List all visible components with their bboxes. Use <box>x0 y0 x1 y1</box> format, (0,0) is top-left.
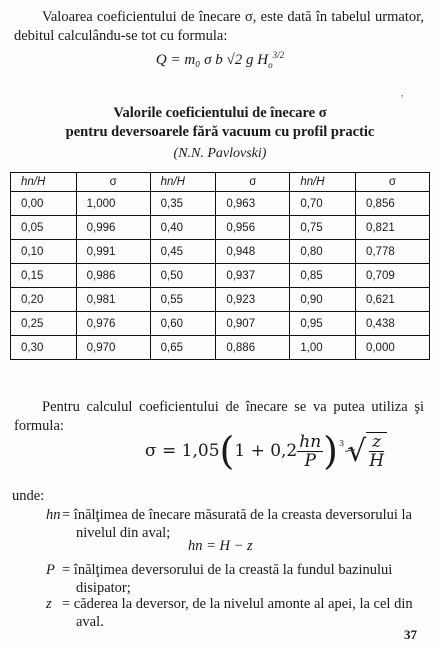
table-cell: 0,709 <box>355 264 429 288</box>
table-cell: 0,10 <box>11 240 77 264</box>
table-cell: 0,40 <box>150 216 216 240</box>
table-row <box>11 336 430 360</box>
table-cell: 1,00 <box>290 336 356 360</box>
intro-paragraph: Valoarea coeficientului de înecare σ, este dată în tabelul urmator, debitul calculându-se tot cu formula: <box>14 9 424 44</box>
formula1-sub: o <box>268 60 273 70</box>
header-hn-h-3: hn/H <box>290 173 356 192</box>
table-cell: 0,778 <box>355 240 429 264</box>
table-cell: 0,907 <box>216 312 290 336</box>
margin-mark: , <box>401 88 404 99</box>
table-cell: 0,996 <box>76 216 150 240</box>
formula2-fraction <box>297 433 323 470</box>
table-cell: 0,923 <box>216 288 290 312</box>
table-cell: 0,95 <box>290 312 356 336</box>
coefficient-table <box>10 172 430 360</box>
header-hn-h-2: hn/H <box>150 173 216 192</box>
table-cell: 0,986 <box>76 264 150 288</box>
header-sigma-3: σ <box>355 173 429 192</box>
table-cell: 0,85 <box>290 264 356 288</box>
formula-intro-paragraph: Pentru calculul coeficientului de înecare se va putea utiliza şi formula: <box>14 399 424 434</box>
table-cell: 0,937 <box>216 264 290 288</box>
table-row <box>11 240 430 264</box>
table-cell: 0,970 <box>76 336 150 360</box>
table-header-row <box>11 173 430 192</box>
table-cell: 0,30 <box>11 336 77 360</box>
formula2-open-paren: ( <box>219 429 235 473</box>
formula2-term: 1 + 0,2 <box>234 441 298 461</box>
table-cell: 0,75 <box>290 216 356 240</box>
sub-equation: hn = H − z <box>188 538 253 554</box>
definition-text <box>62 561 434 597</box>
table-cell: 0,80 <box>290 240 356 264</box>
table-cell: 0,886 <box>216 336 290 360</box>
definition-hn <box>46 506 434 542</box>
table-cell: 0,70 <box>290 192 356 216</box>
root-fraction <box>369 433 384 470</box>
definition-line2: nivelul din aval; <box>76 525 171 541</box>
table-cell: 0,25 <box>11 312 77 336</box>
formula2-close-paren: ) <box>323 429 338 473</box>
radical-icon: √ <box>347 433 367 469</box>
definition-p <box>46 561 434 597</box>
table-cell: 0,963 <box>216 192 290 216</box>
table-cell: 0,35 <box>150 192 216 216</box>
table-cell: 0,55 <box>150 288 216 312</box>
table-cell: 0,15 <box>11 264 77 288</box>
table-cell: 1,000 <box>76 192 150 216</box>
formula2-denominator: P <box>304 450 316 471</box>
table-cell: 0,856 <box>355 192 429 216</box>
header-sigma-2: σ <box>216 173 290 192</box>
formula1-lhs: Q <box>155 52 167 68</box>
formula-sigma <box>145 429 387 473</box>
table-cell: 0,65 <box>150 336 216 360</box>
definition-line2: aval. <box>76 614 104 630</box>
definition-text <box>62 506 434 542</box>
table-cell: 0,50 <box>150 264 216 288</box>
table-cell: 0,621 <box>355 288 429 312</box>
root-body <box>366 432 387 470</box>
root-denominator: H <box>369 451 385 471</box>
table-row <box>11 312 430 336</box>
table-cell: 0,991 <box>76 240 150 264</box>
table-cell: 0,956 <box>216 216 290 240</box>
root-numerator: z <box>369 433 384 452</box>
table-title-line1: Valorile coeficientului de înecare σ <box>113 105 327 121</box>
formula1-sup: 3/2 <box>272 50 285 60</box>
definition-line1: = înălţimea deversorului de la creastă la fundul bazinului <box>62 562 393 578</box>
formula2-numerator: hn <box>299 431 322 452</box>
definition-text <box>62 595 434 631</box>
table-row <box>11 192 430 216</box>
table-cell: 0,45 <box>150 240 216 264</box>
table-row <box>11 264 430 288</box>
formula1-rhs: = m₀ σ b √2 g H <box>170 52 269 68</box>
table-cell: 0,821 <box>355 216 429 240</box>
table-cell: 0,438 <box>355 312 429 336</box>
header-hn-h-1: hn/H <box>11 173 77 192</box>
root-index: 3 <box>338 438 345 448</box>
where-label: unde: <box>12 488 45 504</box>
table-cell: 0,976 <box>76 312 150 336</box>
page-number: 37 <box>404 627 417 642</box>
formula-discharge <box>0 50 440 70</box>
definition-symbol: z <box>46 596 52 612</box>
table-cell: 0,948 <box>216 240 290 264</box>
table-cell: 0,60 <box>150 312 216 336</box>
table-cell: 0,000 <box>355 336 429 360</box>
table-row <box>11 216 430 240</box>
definition-symbol: P <box>46 562 55 578</box>
table-cell: 0,20 <box>11 288 77 312</box>
definition-z <box>46 595 434 631</box>
header-sigma-1: σ <box>76 173 150 192</box>
table-cell: 0,90 <box>290 288 356 312</box>
definition-symbol: hn <box>46 507 61 523</box>
definition-line1: = căderea la deversor, de la nivelul amonte al apei, la cel din <box>62 596 413 612</box>
table-row <box>11 288 430 312</box>
formula2-lhs: σ = 1,05 <box>145 441 220 461</box>
table-cell: 0,00 <box>11 192 77 216</box>
table-title-line2: pentru deversoarele fără vacuum cu profil practic <box>65 124 375 140</box>
table-cell: 0,05 <box>11 216 77 240</box>
definition-line1: = înălţimea de înecare măsurată de la creasta deversorului la <box>62 507 412 523</box>
table-author: (N.N. Pavlovski) <box>173 146 267 161</box>
table-cell: 0,981 <box>76 288 150 312</box>
definition-line2: disipator; <box>76 580 131 596</box>
